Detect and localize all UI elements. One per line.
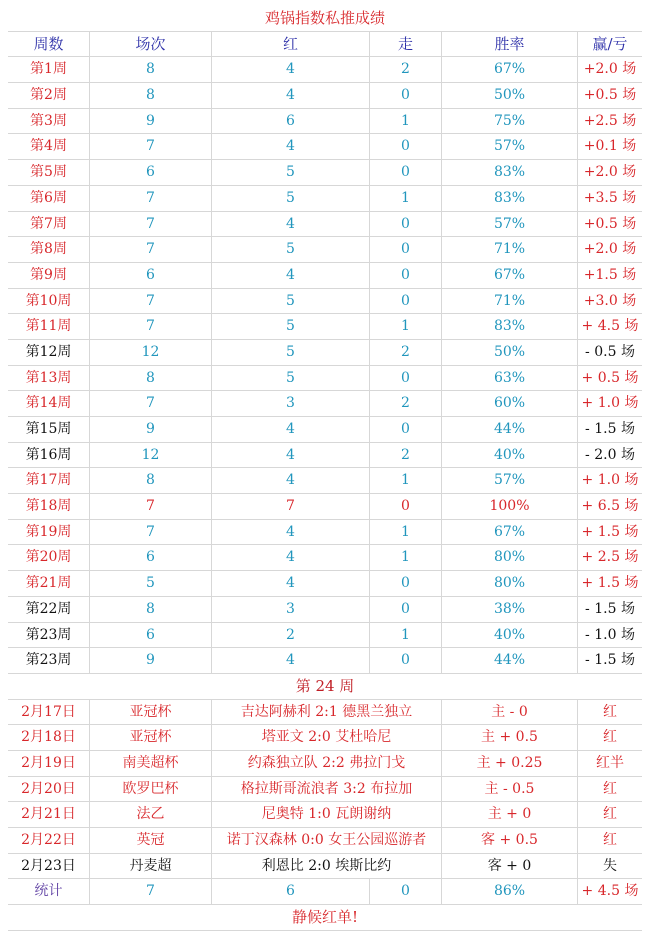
table-row <box>8 623 642 649</box>
win-rate: 83% <box>442 186 578 211</box>
red-count: 4 <box>212 263 370 288</box>
push-count: 0 <box>370 212 442 237</box>
profit-loss: + 1.0 场 <box>581 472 639 489</box>
games-count: 6 <box>90 623 212 648</box>
red-count: 5 <box>212 289 370 314</box>
week-label: 第2周 <box>8 83 90 108</box>
profit-loss: - 1.5 场 <box>585 421 635 437</box>
table-row <box>8 828 642 854</box>
games-count: 7 <box>90 237 212 262</box>
pick-league: 欧罗巴杯 <box>90 777 212 802</box>
red-count: 4 <box>212 520 370 545</box>
table-row <box>8 134 642 160</box>
pick-match: 诺丁汉森林 0:0 女王公园巡游者 <box>212 828 442 853</box>
red-count: 5 <box>212 186 370 211</box>
pick-result: 红 <box>603 806 617 823</box>
games-count: 9 <box>90 109 212 134</box>
win-rate: 40% <box>442 623 578 648</box>
profit-loss: + 0.5 场 <box>581 369 639 386</box>
pick-line: 客 + 0.5 <box>442 828 578 853</box>
weekly-results <box>8 57 642 674</box>
pick-league: 亚冠杯 <box>90 725 212 750</box>
sheet-title: 鸡锅指数私推成绩 <box>8 6 642 32</box>
pick-result: 红 <box>603 832 617 848</box>
table-row <box>8 212 642 238</box>
table-row <box>8 648 642 674</box>
table-row <box>8 777 642 803</box>
profit-loss: + 4.5 场 <box>581 318 639 335</box>
games-count: 8 <box>90 468 212 493</box>
table-row <box>8 443 642 469</box>
red-count: 5 <box>212 160 370 185</box>
profit-loss: +0.1 场 <box>583 138 637 155</box>
summary-row <box>8 879 642 905</box>
pick-line: 主 - 0.5 <box>442 777 578 802</box>
games-count: 12 <box>90 340 212 365</box>
table-row <box>8 263 642 289</box>
week-label: 第17周 <box>8 468 90 493</box>
table-row <box>8 468 642 494</box>
win-rate: 57% <box>442 134 578 159</box>
push-count: 1 <box>370 468 442 493</box>
profit-loss: +1.5 场 <box>583 266 637 283</box>
games-count: 8 <box>90 366 212 391</box>
push-count: 1 <box>370 314 442 339</box>
header-week: 周数 <box>8 32 90 57</box>
games-count: 7 <box>90 391 212 416</box>
week-label: 第15周 <box>8 417 90 442</box>
pick-result: 红 <box>603 729 617 746</box>
win-rate: 50% <box>442 340 578 365</box>
profit-loss: +2.0 场 <box>583 164 637 181</box>
push-count: 0 <box>370 160 442 185</box>
win-rate: 100% <box>442 494 578 519</box>
week-label: 第20周 <box>8 545 90 570</box>
week-label: 第7周 <box>8 212 90 237</box>
table-row <box>8 289 642 315</box>
week-label: 第16周 <box>8 443 90 468</box>
win-rate: 57% <box>442 212 578 237</box>
week-label: 第6周 <box>8 186 90 211</box>
profit-loss: +3.5 场 <box>583 189 637 206</box>
red-count: 4 <box>212 57 370 82</box>
push-count: 1 <box>370 623 442 648</box>
week-label: 第23周 <box>8 623 90 648</box>
summary-push: 0 <box>370 879 442 904</box>
win-rate: 67% <box>442 57 578 82</box>
pick-result: 红半 <box>596 754 624 771</box>
push-count: 2 <box>370 340 442 365</box>
week-label: 第9周 <box>8 263 90 288</box>
results-sheet <box>8 6 642 931</box>
week-label: 第5周 <box>8 160 90 185</box>
games-count: 5 <box>90 571 212 596</box>
table-row <box>8 57 642 83</box>
win-rate: 44% <box>442 417 578 442</box>
pick-match: 利恩比 2:0 埃斯比约 <box>212 854 442 879</box>
push-count: 2 <box>370 57 442 82</box>
week-label: 第22周 <box>8 597 90 622</box>
week24-picks <box>8 700 642 880</box>
table-row <box>8 160 642 186</box>
pick-date: 2月23日 <box>8 854 90 879</box>
games-count: 9 <box>90 648 212 673</box>
red-count: 4 <box>212 417 370 442</box>
table-row <box>8 186 642 212</box>
profit-loss: + 1.5 场 <box>581 523 639 540</box>
week-label: 第14周 <box>8 391 90 416</box>
pick-date: 2月18日 <box>8 725 90 750</box>
week-label: 第11周 <box>8 314 90 339</box>
pick-date: 2月17日 <box>8 700 90 725</box>
pick-league: 丹麦超 <box>90 854 212 879</box>
week-label: 第21周 <box>8 571 90 596</box>
profit-loss: +0.5 场 <box>583 215 637 232</box>
pick-line: 主 + 0 <box>442 802 578 827</box>
profit-loss: + 6.5 场 <box>581 498 639 515</box>
summary-rate: 86% <box>442 879 578 904</box>
table-row <box>8 109 642 135</box>
red-count: 5 <box>212 340 370 365</box>
push-count: 0 <box>370 263 442 288</box>
red-count: 5 <box>212 366 370 391</box>
push-count: 1 <box>370 520 442 545</box>
profit-loss: - 1.5 场 <box>585 600 635 617</box>
games-count: 8 <box>90 57 212 82</box>
push-count: 0 <box>370 417 442 442</box>
games-count: 7 <box>90 134 212 159</box>
red-count: 2 <box>212 623 370 648</box>
table-row <box>8 597 642 623</box>
pick-line: 主 + 0.25 <box>442 751 578 776</box>
red-count: 7 <box>212 494 370 519</box>
profit-loss: - 2.0 场 <box>585 446 635 463</box>
week-label: 第1周 <box>8 57 90 82</box>
header-games: 场次 <box>90 32 212 57</box>
pick-line: 主 + 0.5 <box>442 725 578 750</box>
win-rate: 80% <box>442 571 578 596</box>
push-count: 1 <box>370 109 442 134</box>
win-rate: 63% <box>442 366 578 391</box>
red-count: 5 <box>212 314 370 339</box>
win-rate: 71% <box>442 237 578 262</box>
pick-line: 主 - 0 <box>442 700 578 725</box>
win-rate: 80% <box>442 545 578 570</box>
red-count: 5 <box>212 237 370 262</box>
pick-match: 塔亚文 2:0 艾杜哈尼 <box>212 725 442 750</box>
summary-games: 7 <box>90 879 212 904</box>
week-label: 第8周 <box>8 237 90 262</box>
table-row <box>8 545 642 571</box>
profit-loss: +0.5 场 <box>583 87 637 104</box>
header-rate: 胜率 <box>442 32 578 57</box>
pick-date: 2月19日 <box>8 751 90 776</box>
table-row <box>8 366 642 392</box>
pick-result: 失 <box>603 857 617 874</box>
pick-league: 法乙 <box>90 802 212 827</box>
push-count: 0 <box>370 597 442 622</box>
red-count: 4 <box>212 212 370 237</box>
push-count: 0 <box>370 237 442 262</box>
profit-loss: - 1.5 场 <box>585 652 635 669</box>
table-row <box>8 520 642 546</box>
profit-loss: - 1.0 场 <box>585 626 635 643</box>
week-label: 第23周 <box>8 648 90 673</box>
pick-league: 英冠 <box>90 828 212 853</box>
profit-loss: +2.0 场 <box>583 241 637 258</box>
win-rate: 50% <box>442 83 578 108</box>
week-label: 第10周 <box>8 289 90 314</box>
profit-loss: + 1.5 场 <box>581 575 639 592</box>
red-count: 4 <box>212 443 370 468</box>
red-count: 3 <box>212 391 370 416</box>
win-rate: 60% <box>442 391 578 416</box>
profit-loss: - 0.5 场 <box>585 343 635 360</box>
red-count: 4 <box>212 545 370 570</box>
pick-date: 2月20日 <box>8 777 90 802</box>
table-row <box>8 802 642 828</box>
header-push: 走 <box>370 32 442 57</box>
push-count: 0 <box>370 289 442 314</box>
pick-league: 南美超杯 <box>90 751 212 776</box>
games-count: 8 <box>90 597 212 622</box>
red-count: 4 <box>212 468 370 493</box>
summary-profit: + 4.5 场 <box>581 883 639 900</box>
win-rate: 83% <box>442 160 578 185</box>
week-label: 第12周 <box>8 340 90 365</box>
pick-match: 吉达阿赫利 2:1 德黑兰独立 <box>212 700 442 725</box>
push-count: 2 <box>370 443 442 468</box>
table-row <box>8 237 642 263</box>
games-count: 12 <box>90 443 212 468</box>
games-count: 7 <box>90 289 212 314</box>
pick-match: 约森独立队 2:2 弗拉门戈 <box>212 751 442 776</box>
win-rate: 38% <box>442 597 578 622</box>
header-red: 红 <box>212 32 370 57</box>
table-row <box>8 854 642 880</box>
win-rate: 57% <box>442 468 578 493</box>
table-row <box>8 417 642 443</box>
push-count: 0 <box>370 494 442 519</box>
week-label: 第19周 <box>8 520 90 545</box>
push-count: 0 <box>370 366 442 391</box>
table-row <box>8 700 642 726</box>
header-row <box>8 32 642 58</box>
push-count: 1 <box>370 186 442 211</box>
table-row <box>8 751 642 777</box>
table-row <box>8 494 642 520</box>
win-rate: 83% <box>442 314 578 339</box>
win-rate: 75% <box>442 109 578 134</box>
pick-line: 客 + 0 <box>442 854 578 879</box>
table-row <box>8 340 642 366</box>
pick-date: 2月22日 <box>8 828 90 853</box>
pick-match: 格拉斯哥流浪者 3:2 布拉加 <box>212 777 442 802</box>
week24-title: 第 24 周 <box>8 674 642 700</box>
pick-match: 尼奥特 1:0 瓦朗谢纳 <box>212 802 442 827</box>
push-count: 0 <box>370 648 442 673</box>
table-row <box>8 391 642 417</box>
win-rate: 44% <box>442 648 578 673</box>
red-count: 4 <box>212 134 370 159</box>
win-rate: 67% <box>442 520 578 545</box>
games-count: 6 <box>90 263 212 288</box>
push-count: 0 <box>370 571 442 596</box>
red-count: 4 <box>212 83 370 108</box>
table-row <box>8 314 642 340</box>
summary-label: 统计 <box>8 879 90 904</box>
week-label: 第3周 <box>8 109 90 134</box>
week-label: 第4周 <box>8 134 90 159</box>
win-rate: 40% <box>442 443 578 468</box>
red-count: 6 <box>212 109 370 134</box>
games-count: 7 <box>90 520 212 545</box>
games-count: 7 <box>90 314 212 339</box>
games-count: 9 <box>90 417 212 442</box>
games-count: 7 <box>90 212 212 237</box>
push-count: 1 <box>370 545 442 570</box>
table-row <box>8 571 642 597</box>
games-count: 8 <box>90 83 212 108</box>
profit-loss: +3.0 场 <box>583 292 637 309</box>
profit-loss: +2.5 场 <box>583 112 637 129</box>
summary-red: 6 <box>212 879 370 904</box>
games-count: 7 <box>90 186 212 211</box>
week-label: 第18周 <box>8 494 90 519</box>
table-row <box>8 83 642 109</box>
push-count: 0 <box>370 134 442 159</box>
games-count: 7 <box>90 494 212 519</box>
pick-date: 2月21日 <box>8 802 90 827</box>
push-count: 0 <box>370 83 442 108</box>
win-rate: 67% <box>442 263 578 288</box>
pick-result: 红 <box>603 780 617 797</box>
games-count: 6 <box>90 160 212 185</box>
table-row <box>8 725 642 751</box>
pick-result: 红 <box>603 703 617 720</box>
red-count: 3 <box>212 597 370 622</box>
pick-league: 亚冠杯 <box>90 700 212 725</box>
red-count: 4 <box>212 648 370 673</box>
win-rate: 71% <box>442 289 578 314</box>
profit-loss: +2.0 场 <box>583 61 637 78</box>
header-profit: 赢/亏 <box>592 34 628 53</box>
red-count: 4 <box>212 571 370 596</box>
profit-loss: + 2.5 场 <box>581 549 639 566</box>
week-label: 第13周 <box>8 366 90 391</box>
push-count: 2 <box>370 391 442 416</box>
games-count: 6 <box>90 545 212 570</box>
footer-note: 静候红单! <box>8 905 642 931</box>
profit-loss: + 1.0 场 <box>581 395 639 412</box>
